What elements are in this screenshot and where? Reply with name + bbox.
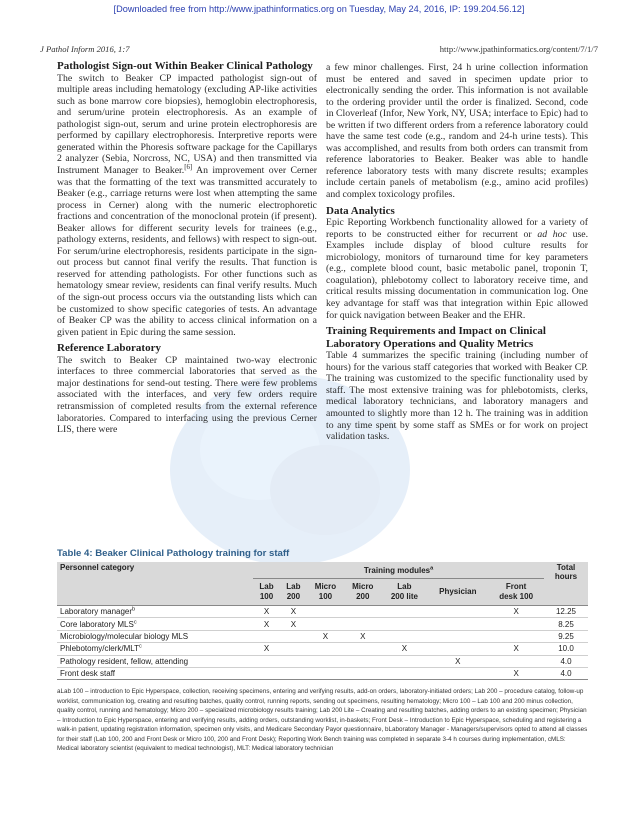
- header-module-5: Physician: [427, 579, 488, 606]
- cell-mark: X: [344, 630, 381, 642]
- cell-mark: X: [488, 606, 544, 618]
- table-row: [57, 606, 588, 618]
- cell-mark: [488, 655, 544, 667]
- cell-mark: [280, 655, 307, 667]
- cell-mark: X: [427, 655, 488, 667]
- cell-mark: [280, 667, 307, 679]
- training-table: [57, 562, 588, 680]
- cell-mark: [307, 606, 344, 618]
- cell-mark: [307, 618, 344, 630]
- section-heading-reference-laboratory: Reference Laboratory: [57, 342, 161, 355]
- header-module-3: Micro 200: [344, 579, 381, 606]
- download-banner: [Downloaded free from http://www.jpathinformatics.org on Tuesday, May 24, 2016, IP: 199.204.56.12]: [113, 4, 525, 14]
- cell-mark: [280, 630, 307, 642]
- section-heading-pathologist-signout: Pathologist Sign-out Within Beaker Clinical Pathology: [57, 60, 313, 72]
- cell-mark: [381, 655, 427, 667]
- cell-mark: [307, 667, 344, 679]
- cell-category: Phlebotomy/clerk/MLT$^c$: [57, 643, 253, 655]
- header-personnel-category: Personnel category: [57, 562, 253, 606]
- cell-mark: [427, 606, 488, 618]
- cell-mark: X: [307, 630, 344, 642]
- cell-mark: [253, 630, 280, 642]
- cell-mark: X: [253, 618, 280, 630]
- cell-mark: [344, 667, 381, 679]
- cell-category: Pathology resident, fellow, attending: [57, 655, 253, 667]
- table-title: Table 4: Beaker Clinical Pathology training for staff: [57, 548, 290, 559]
- cell-total-hours: 10.0: [544, 643, 588, 655]
- table-row: [57, 643, 588, 655]
- cell-mark: X: [253, 606, 280, 618]
- cell-mark: [381, 618, 427, 630]
- cell-total-hours: 4.0: [544, 667, 588, 679]
- paragraph-data-analytics: Epic Reporting Workbench functionality allowed for a variety of reports to be constructed either for recurrent or ad hoc use. Examples include display of blood culture results for microbiology, monitors of turnaround time for key parameters (e.g., complete blood count, basic metabolic panel, troponin T, coagulation), phlebotomy collect to laboratory receive time, and critical results missing documentation in communication log. One key advantage for staff was that integration within Epic allowed for quick navigation between Beaker and the EHR.: [326, 217, 589, 321]
- table-row: [57, 667, 588, 679]
- table-row: [57, 655, 588, 667]
- cell-mark: [307, 655, 344, 667]
- cell-mark: X: [280, 618, 307, 630]
- cell-mark: [488, 630, 544, 642]
- running-head-citation: J Pathol Inform 2016, 1:7: [40, 44, 130, 54]
- cell-total-hours: 12.25: [544, 606, 588, 618]
- cell-mark: [427, 618, 488, 630]
- header-module-4: Lab 200 lite: [381, 579, 427, 606]
- cell-category: Core laboratory MLS$^c$: [57, 618, 253, 630]
- cell-mark: [307, 643, 344, 655]
- citation-ref[interactable]: [6]: [184, 163, 193, 171]
- left-column: [57, 60, 317, 436]
- paragraph-reference-laboratory-cont: a few minor challenges. First, 24 h urine collection information must be entered and saved in specimen update prior to electronically sending the order. This information is not available to the ordering provider until the order is finalized. Second, code in Cloverleaf (Infor, New York, NY, USA; interface to Epic) had to be written if two different orders from a reference laboratory could have the same test code (e.g., random and 24-h urine tests). This was accomplished, and results from both orders can transmit from reference laboratories to Beaker. Beaker was able to handle reference laboratory tests with many discrete results; examples include certain panels of metabolism (e.g., amino acid profiles) and complex toxicology profiles.: [326, 62, 588, 201]
- table-row: [57, 630, 588, 642]
- cell-total-hours: 4.0: [544, 655, 588, 667]
- cell-mark: [427, 643, 488, 655]
- cell-mark: X: [488, 643, 544, 655]
- cell-category: Laboratory manager$^b$: [57, 606, 253, 618]
- paragraph-reference-laboratory: The switch to Beaker CP maintained two-way electronic interfaces to three commercial laboratories that served as the major destinations for send-out testing. There were few problems associated with the interfaces, and very few orders require retransmission of completed results from the external reference laboratories. Compared to interfacing using the previous Cerner LIS, there were: [57, 354, 317, 436]
- cell-mark: [344, 655, 381, 667]
- cell-mark: [427, 667, 488, 679]
- cell-total-hours: 8.25: [544, 618, 588, 630]
- cell-mark: [381, 606, 427, 618]
- paragraph-pathologist-signout: The switch to Beaker CP impacted pathologist sign-out of multiple areas including hematology (excluding AP-like activities such as bone marrow core biopsies), hemoglobin electrophoresis, and serum/urine protein electrophoresis. As an example of pathologist sign-out, serum and urine protein electrophoresis are performed by capillary electrophoresis. Interpretive reports were generated within the Phoresis software package for the Capillarys 2 analyzer (Sebia, Norcross, NC, USA) and then transmitted via Instrument Manager to Beaker.[6] An improvement over Cerner was that the formatting of the text was transmitted accurately to Beaker (e.g., carriage returns were lost when attempting the same process in Cerner) along with the numeric electrophoretic fractions and concentration of the monoclonal protein (if present). Beaker allows for different security levels for trainees (e.g., pathology externs, residents, and fellows) with respect to sign-out. For serum/urine electrophoresis, residents participate in the sign-out process but cannot final verify the results. That function is reserved for attending pathologists. For other functions such as hematology smear review, residents can final verify results. Much of the sign-out process occurs via the outstanding lists which can be customized to show specific categories of tests. An advantage of Beaker CP was the ability to access clinical information on a given patient in Epic during the same session.: [57, 72, 317, 338]
- cell-mark: [381, 667, 427, 679]
- cell-mark: [344, 643, 381, 655]
- right-column: [326, 62, 588, 443]
- cell-mark: [488, 618, 544, 630]
- header-training-modules: Training modules$^a$: [253, 562, 544, 579]
- cell-mark: [253, 655, 280, 667]
- table-row: [57, 618, 588, 630]
- header-total-hours: Total hours: [544, 562, 588, 606]
- table-footnote: aLab 100 – introduction to Epic Hyperspace, collection, receiving specimens, entering and verifying results, add-on orders, laboratory-initiated orders; Lab 200 – procedure catalog, follow-up worklist, communication log, creating and resulting batches, quality control, running reports, sending out specimens, resulting hematology; Micro 100 – Lab 100 and 200 minus collection, quality control, running and hematology; Micro 200 – specialized microbiology results training; Lab 200 Lite – Creating and resulting batches, adding orders to an existing specimen; Physician – Introduction to Epic Hyperspace, entering and verifying results, adding orders, outstanding worklist, in-baskets; Front Desk – Introduction to Epic Hyperspace, scheduling and registering a walk-in patient, updating registration information, specimen only visits, and Medicare Secondary Payor questionnaire, bLaboratory Manager - Managers/supervisors opted to attend all classes for their staff (Lab 100, 200 and Front Desk or Micro 100, 200 and Front Desk); Reporting Work Bench training was completed in separate 3-4 h courses during implementation, cMLS: Medical laboratory scientist (equivalent to medical technologist), MLT: Medical laboratory technician: [57, 688, 588, 752]
- cell-mark: X: [253, 643, 280, 655]
- cell-mark: X: [381, 643, 427, 655]
- cell-mark: X: [488, 667, 544, 679]
- cell-mark: [344, 606, 381, 618]
- paragraph-training-requirements: Table 4 summarizes the specific training (including number of hours) for the various staff categories that worked with Beaker CP. The training was customized to the specific functionality used by staff. The most extensive training was for phlebotomists, clerks, medical laboratory technicians, and laboratory managers and amounted to slightly more than 12 h. The training was in addition to any time spent by some staff as SMEs or for work on project validation tasks.: [326, 350, 588, 443]
- cell-mark: [253, 667, 280, 679]
- cell-category: Front desk staff: [57, 667, 253, 679]
- cell-mark: [427, 630, 488, 642]
- cell-category: Microbiology/molecular biology MLS: [57, 630, 253, 642]
- cell-mark: [381, 630, 427, 642]
- header-module-0: Lab 100: [253, 579, 280, 606]
- cell-mark: [280, 643, 307, 655]
- cell-total-hours: 9.25: [544, 630, 588, 642]
- header-module-2: Micro 100: [307, 579, 344, 606]
- header-module-1: Lab 200: [280, 579, 307, 606]
- header-module-6: Front desk 100: [488, 579, 544, 606]
- section-heading-data-analytics: Data Analytics: [326, 204, 395, 217]
- section-heading-training-requirements: Training Requirements and Impact on Clinical Laboratory Operations and Quality Metrics: [326, 325, 546, 350]
- cell-mark: [344, 618, 381, 630]
- cell-mark: X: [280, 606, 307, 618]
- running-head-url: http://www.jpathinformatics.org/content/7/1/7: [439, 44, 598, 54]
